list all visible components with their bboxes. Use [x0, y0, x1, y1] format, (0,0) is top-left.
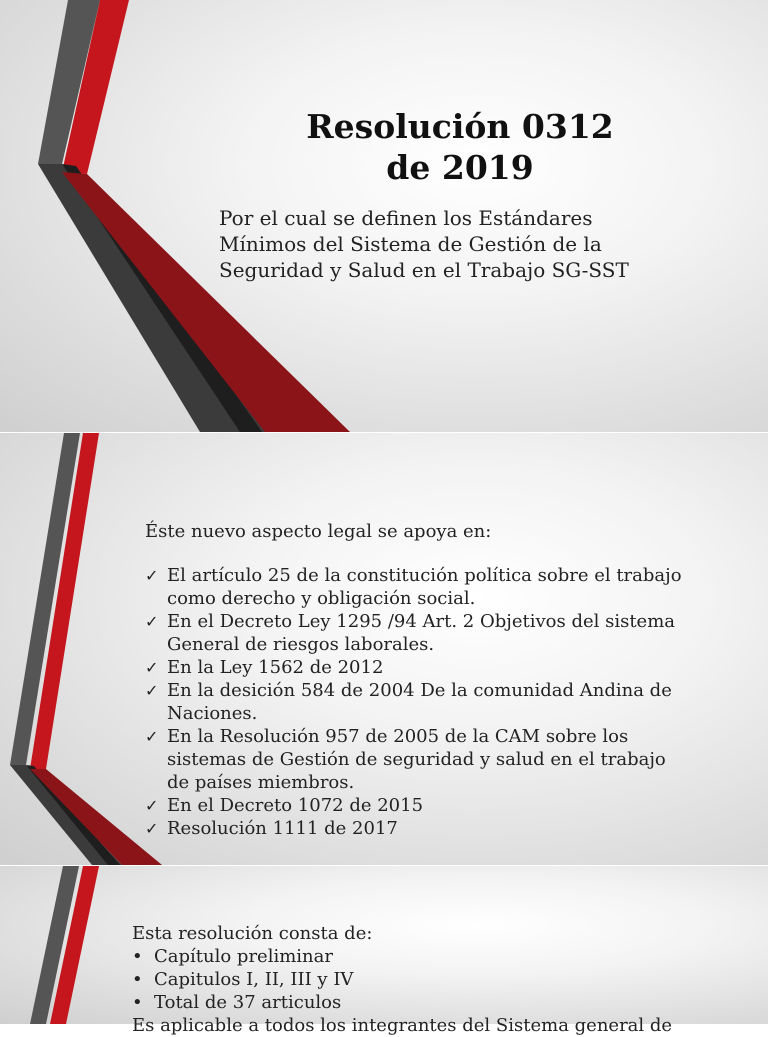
list-item: [132, 968, 732, 991]
item-line: En la Resolución 957 de 2005 de la CAM sobre los: [167, 726, 629, 747]
list-item: [132, 945, 732, 968]
item-line: General de riesgos laborales.: [167, 634, 435, 655]
list-item: [145, 656, 725, 679]
slide-title: [250, 106, 670, 188]
list-item: [132, 991, 732, 1014]
checkmark-icon: ✓: [145, 796, 159, 815]
cut-off-text: Es aplicable a todos los integrantes del Sistema general de: [132, 1015, 673, 1036]
item-text: Capitulos I, II, III y IV: [154, 969, 354, 990]
item-line: sistemas de Gestión de seguridad y salud en el trabajo: [167, 749, 666, 770]
item-line: En el Decreto Ley 1295 /94 Art. 2 Objetivos del sistema: [167, 611, 676, 632]
list-item: [145, 817, 725, 840]
list-item: [145, 679, 725, 725]
item-text: Total de 37 articulos: [154, 992, 342, 1013]
slide-subtitle: [219, 205, 739, 283]
title-line-1: Resolución 0312: [306, 107, 614, 146]
item-line: de países miembros.: [167, 772, 355, 793]
checkmark-icon: ✓: [145, 658, 159, 677]
intro-text: Esta resolución consta de:: [132, 923, 373, 944]
bullet-icon: •: [132, 946, 143, 967]
subtitle-line-2: Mínimos del Sistema de Gestión de la: [219, 232, 602, 256]
bullet-icon: •: [132, 992, 143, 1013]
checkmark-icon: ✓: [145, 681, 159, 700]
contents-list: [132, 945, 732, 1014]
list-item: [145, 564, 725, 610]
title-line-2: de 2019: [386, 148, 534, 187]
checkmark-icon: ✓: [145, 612, 159, 631]
intro-text: Éste nuevo aspecto legal se apoya en:: [145, 521, 492, 542]
slide-3: [0, 866, 768, 1036]
slide-2: [0, 433, 768, 865]
subtitle-line-1: Por el cual se definen los Estándares: [219, 206, 593, 230]
checkmark-icon: ✓: [145, 727, 159, 746]
item-line: Resolución 1111 de 2017: [167, 818, 398, 839]
list-item: [145, 610, 725, 656]
subtitle-line-3: Seguridad y Salud en el Trabajo SG-SST: [219, 258, 629, 282]
item-line: En la desición 584 de 2004 De la comunidad Andina de: [167, 680, 672, 701]
item-line: como derecho y obligación social.: [167, 588, 476, 609]
item-text: Capítulo preliminar: [154, 946, 333, 967]
checkmark-icon: ✓: [145, 566, 159, 585]
item-line: Naciones.: [167, 703, 258, 724]
item-line: En el Decreto 1072 de 2015: [167, 795, 424, 816]
bullet-icon: •: [132, 969, 143, 990]
slide-1: [0, 0, 768, 432]
item-line: En la Ley 1562 de 2012: [167, 657, 384, 678]
support-list: [145, 564, 725, 840]
list-item: [145, 725, 725, 794]
item-line: El artículo 25 de la constitución política sobre el trabajo: [167, 565, 682, 586]
list-item: [145, 794, 725, 817]
checkmark-icon: ✓: [145, 819, 159, 838]
